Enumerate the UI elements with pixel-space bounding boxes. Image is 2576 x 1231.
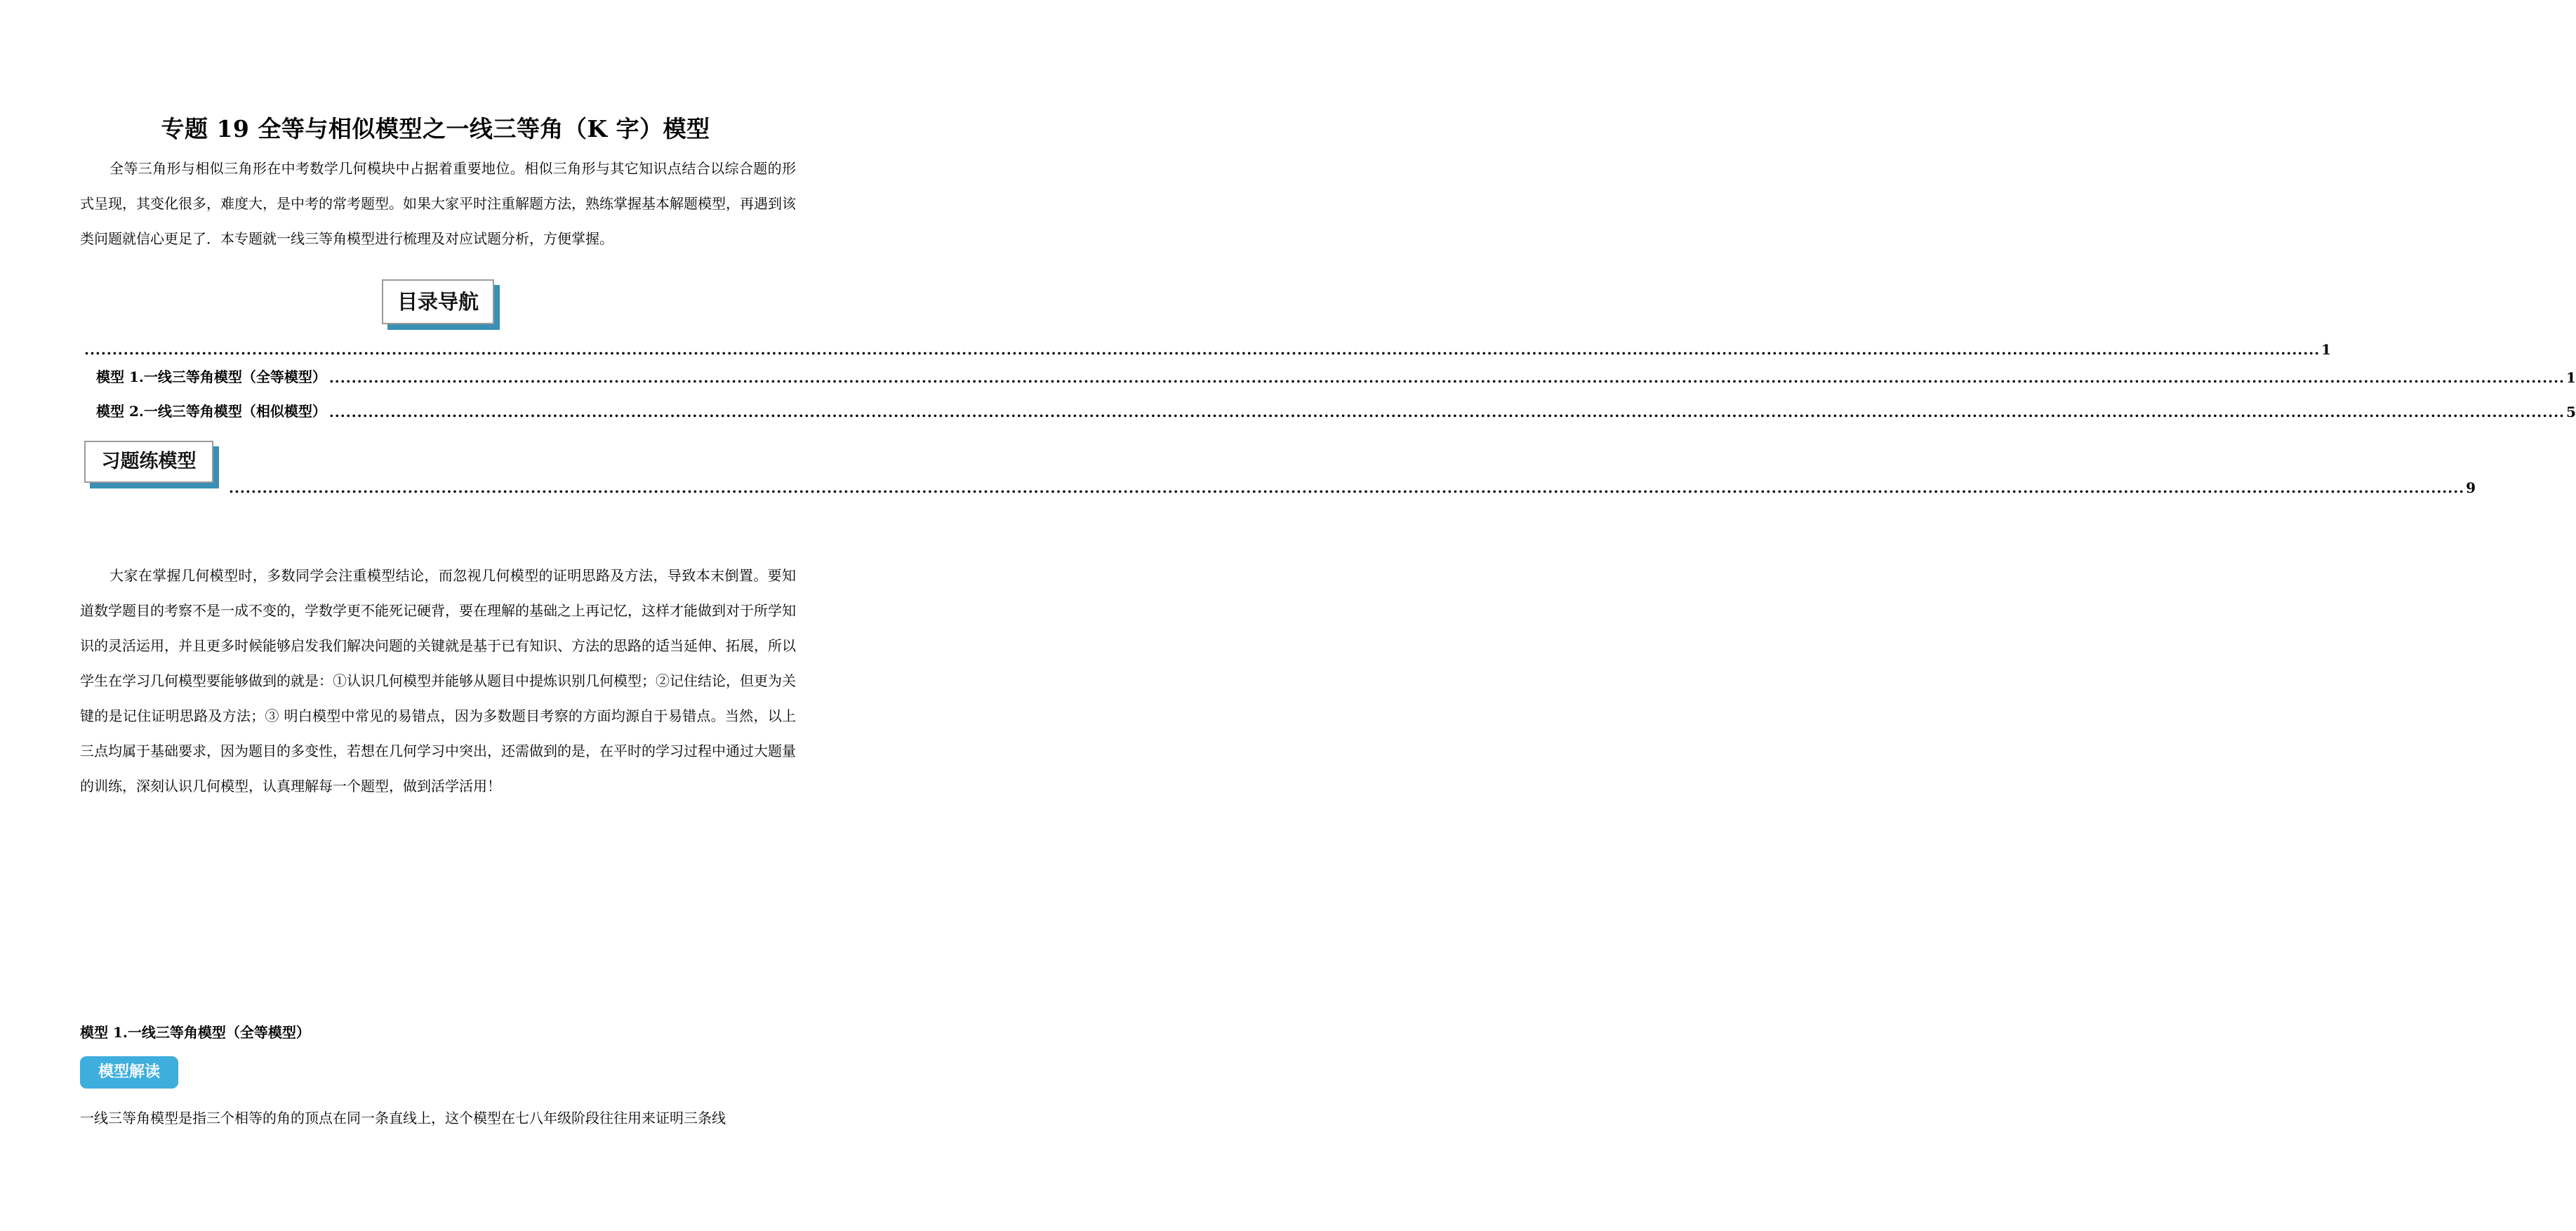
toc-leader-dots: ................................................................................................................................................................................................................................................................................................................................................................................................................ <box>328 369 2565 386</box>
toc-leader-dots: ................................................................................................................................................................................................................................................................................................................................................................................................................ <box>328 404 2565 420</box>
toc-entry-page: 1 <box>2566 369 2576 386</box>
toc-entry-page: 1 <box>2321 341 2332 358</box>
toc-leader-dots: ................................................................................................................................................................................................................................................................................................................................................................................................................ <box>84 341 2321 358</box>
toc-leader-dots: ................................................................................................................................................................................................................................................................................................................................................................................................................ <box>229 479 2465 496</box>
toc-entry[interactable] <box>96 366 2576 386</box>
toc-banner: 目录导航 <box>382 279 494 324</box>
toc-entry-exercises[interactable] <box>226 479 2476 496</box>
toc-entry-label: 模型 1.一线三等角模型（全等模型） <box>96 368 326 385</box>
toc-entry-page: 5 <box>2566 404 2576 420</box>
exercise-banner: 习题练模型 <box>84 441 213 483</box>
page-title: 专题 19 全等与相似模型之一线三等角（K 字）模型 <box>161 115 710 142</box>
body-paragraph: 大家在掌握几何模型时，多数同学会注重模型结论，而忽视几何模型的证明思路及方法，导致本末倒置。要知道数学题目的考察不是一成不变的，学数学更不能死记硬背，要在理解的基础之上再记忆，这样才能做到对于所学知识的灵活运用，并且更多时候能够启发我们解决问题的关键就是基于已有知识、方法的思路的适当延伸、拓展，所以学生在学习几何模型要能够做到的就是：①认识几何模型并能够从题目中提炼识别几何模型；②记住结论，但更为关键的是记住证明思路及方法；③ 明白模型中常见的易错点，因为多数题目考察的方面均源自于易错点。当然，以上三点均属于基础要求，因为题目的多变性，若想在几何学习中突出，还需做到的是，在平时的学习过程中通过大题量的训练，深刻认识几何模型，认真理解每一个题型，做到活学活用！ <box>80 567 796 794</box>
section-heading: 模型 1.一线三等角模型（全等模型） <box>80 1024 310 1041</box>
model-tag: 模型解读 <box>80 1056 178 1089</box>
model-description-line: 一线三等角模型是指三个相等的角的顶点在同一条直线上，这个模型在七八年级阶段往往用来证明三条线 <box>80 1110 726 1126</box>
toc-entry[interactable] <box>81 341 2332 358</box>
toc-entry-page: 9 <box>2466 479 2476 496</box>
toc-entry[interactable] <box>96 400 2576 420</box>
intro-paragraph: 全等三角形与相似三角形在中考数学几何模块中占据着重要地位。相似三角形与其它知识点结合以综合题的形式呈现，其变化很多，难度大，是中考的常考题型。如果大家平时注重解题方法，熟练掌握基本解题模型，再遇到该类问题就信心更足了．本专题就一线三等角模型进行梳理及对应试题分析，方便掌握。 <box>80 160 796 247</box>
toc-entry-label: 模型 2.一线三等角模型（相似模型） <box>96 403 326 420</box>
